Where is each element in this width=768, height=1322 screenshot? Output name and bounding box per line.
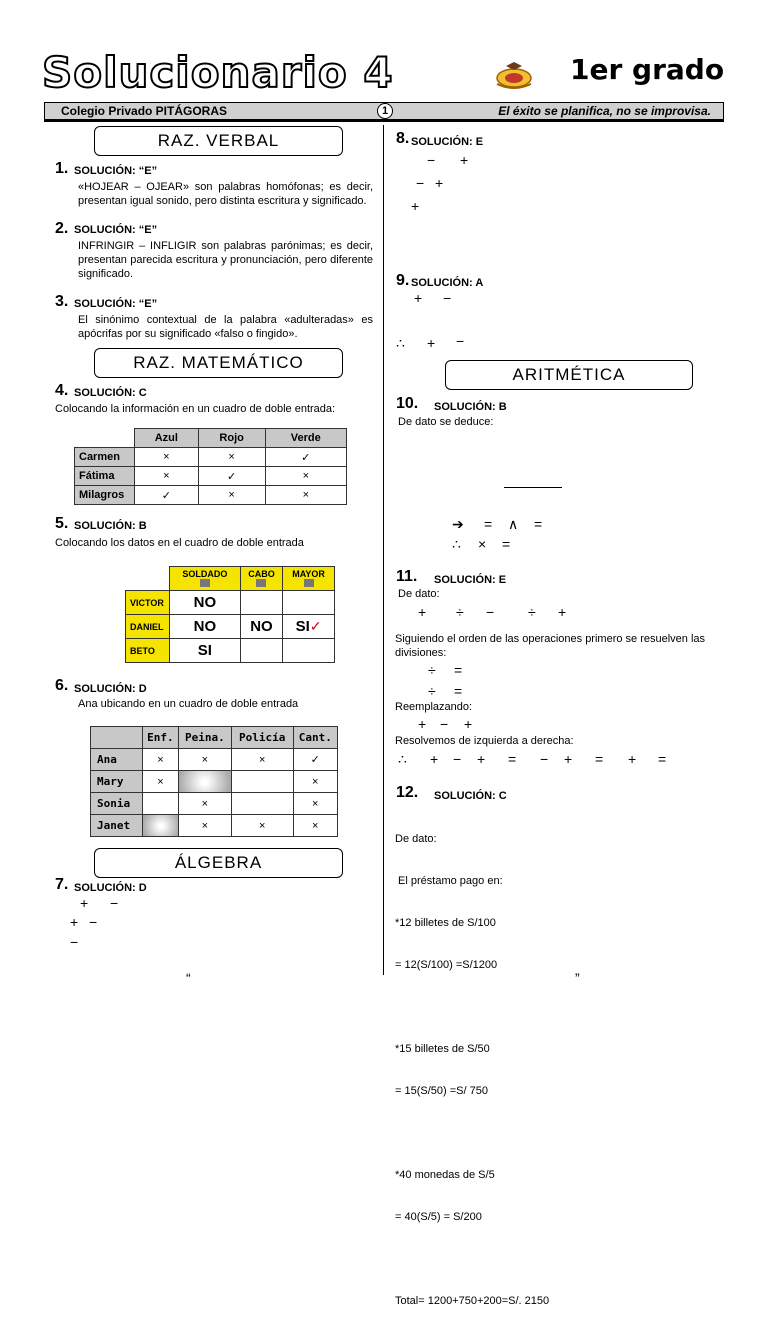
problem-number: 9. (396, 272, 410, 289)
row-header: Milagros (75, 486, 135, 505)
color-table (74, 428, 347, 505)
column-header-label: MAYOR (292, 568, 325, 579)
column-header (283, 567, 335, 591)
table-row (75, 486, 347, 505)
math-symbol: ÷ (456, 604, 464, 620)
table-cell: × (293, 771, 337, 793)
solution-line (395, 1000, 549, 1014)
grade-label: 1er grado (570, 53, 725, 86)
table-row (91, 771, 338, 793)
row-header: Ana (91, 749, 143, 771)
rank-table (125, 566, 335, 663)
empty-cell (91, 727, 143, 749)
table-row (91, 815, 338, 837)
math-symbol: × (478, 536, 487, 552)
problem-number: 10. (396, 395, 419, 412)
column-header: Enf. (143, 727, 179, 749)
table-cell: × (293, 793, 337, 815)
math-symbol: = (508, 751, 517, 767)
row-header: DANIEL (126, 615, 170, 639)
table-cell: × (135, 467, 199, 486)
solution-label: SOLUCIÓN: “E” (74, 165, 158, 177)
row-header: Janet (91, 815, 143, 837)
table-cell (240, 591, 282, 615)
school-name: Colegio Privado PITÁGORAS (61, 104, 228, 118)
therefore-symbol: ∴ (396, 335, 405, 351)
table-cell: × (231, 815, 293, 837)
row-header: Carmen (75, 448, 135, 467)
column-header: Verde (265, 429, 346, 448)
table-cell: × (143, 771, 179, 793)
table-cell: NO (170, 591, 241, 615)
footer-open-quote: “ (186, 970, 191, 986)
problem-number: 4. (55, 382, 69, 399)
table-cell: × (198, 448, 265, 467)
math-symbol: + (460, 152, 469, 168)
math-symbol: − (443, 290, 452, 306)
table-row (126, 615, 335, 639)
math-symbol: = (454, 683, 463, 699)
table-cell: ✓ (198, 467, 265, 486)
math-symbol: − (70, 934, 79, 950)
solution-label: SOLUCIÓN: B (74, 520, 147, 532)
document-title: Solucionario 4 (42, 48, 394, 97)
solution-line (395, 1126, 549, 1140)
math-symbol: = (534, 516, 543, 532)
table-row (75, 448, 347, 467)
solution-label: SOLUCIÓN: A (411, 277, 484, 289)
table-cell (231, 793, 293, 815)
solution-text: Ana ubicando en un cuadro de doble entrada (78, 698, 299, 710)
page-number: 1 (377, 103, 393, 119)
table-cell: NO (240, 615, 282, 639)
math-symbol: − (416, 175, 425, 191)
math-symbol: = (454, 662, 463, 678)
math-symbol: − (440, 716, 449, 732)
section-raz-matematico: RAZ. MATEMÁTICO (94, 348, 343, 378)
solution-line: El préstamo pago en: (395, 875, 503, 887)
math-symbol: = (658, 751, 667, 767)
problem-number: 1. (55, 160, 69, 177)
math-symbol: ÷ (528, 604, 536, 620)
math-symbol: + (414, 290, 423, 306)
solution-label: SOLUCIÓN: C (74, 387, 147, 399)
math-symbol: − (427, 152, 436, 168)
soldier-icon (200, 579, 210, 587)
solution-line: *40 monedas de S/5 (395, 1169, 495, 1181)
solution-text: INFRINGIR – INFLIGIR son palabras parónimas; es decir, presentan parecida escritura y pronunciación, pero diferente significado. (78, 240, 373, 280)
table-cell: NO (170, 615, 241, 639)
row-header: Sonia (91, 793, 143, 815)
math-symbol: + (564, 751, 573, 767)
therefore-symbol: ∴ (452, 536, 461, 552)
solution-label: SOLUCIÓN: E (411, 136, 484, 148)
table-row (126, 591, 335, 615)
solution-line: = 40(S/5) = S/200 (395, 1211, 482, 1223)
math-symbol: + (411, 198, 420, 214)
math-symbol: + (430, 751, 439, 767)
math-symbol: − (110, 895, 119, 911)
problem-number: 3. (55, 293, 69, 310)
math-symbol: − (456, 333, 465, 349)
table-cell-value: SI (295, 618, 310, 635)
solution-text: Reemplazando: (395, 701, 473, 713)
math-symbol: + (80, 895, 89, 911)
column-header: Policía (231, 727, 293, 749)
math-symbol: − (89, 914, 98, 930)
column-header: Rojo (198, 429, 265, 448)
math-symbol: + (464, 716, 473, 732)
table-cell: × (265, 467, 346, 486)
column-header (170, 567, 241, 591)
table-cell: ✓ (265, 448, 346, 467)
empty-cell (75, 429, 135, 448)
row-header: VICTOR (126, 591, 170, 615)
solution-line: *15 billetes de S/50 (395, 1043, 490, 1055)
column-header: Cant. (293, 727, 337, 749)
solution-text: Siguiendo el orden de las operaciones primero se resuelven las divisiones: (395, 633, 706, 659)
fraction-line (504, 487, 562, 488)
solution-text: Colocando los datos en el cuadro de doble entrada (55, 537, 304, 549)
table-cell: × (293, 815, 337, 837)
section-raz-verbal: RAZ. VERBAL (94, 126, 343, 156)
red-check-icon: ✓ (309, 618, 322, 634)
table-cell: ✓ (293, 749, 337, 771)
math-symbol: = (502, 536, 511, 552)
problem-number: 2. (55, 220, 69, 237)
math-symbol: + (628, 751, 637, 767)
table-cell: × (231, 749, 293, 771)
math-symbol: + (70, 914, 79, 930)
motto: El éxito se planifica, no se improvisa. (498, 104, 711, 118)
table-cell: ✓ (135, 486, 199, 505)
problem-number: 5. (55, 515, 69, 532)
column-header (240, 567, 282, 591)
solution-line: *12 billetes de S/100 (395, 917, 496, 929)
solution-label: SOLUCIÓN: “E” (74, 298, 158, 310)
section-algebra: ÁLGEBRA (94, 848, 343, 878)
major-icon (304, 579, 314, 587)
row-header: Fátima (75, 467, 135, 486)
table-cell: × (198, 486, 265, 505)
table-cell (283, 591, 335, 615)
math-symbol: + (418, 604, 427, 620)
solution-text: Resolvemos de izquierda a derecha: (395, 735, 574, 747)
footer-close-quote: ” (575, 970, 580, 986)
table-cell (283, 639, 335, 663)
problem-number: 6. (55, 677, 69, 694)
math-symbol: + (418, 716, 427, 732)
solution-line (395, 1252, 549, 1266)
problem-number: 8. (396, 130, 410, 147)
math-symbol: = (484, 516, 493, 532)
row-header: Mary (91, 771, 143, 793)
problem-number: 11. (396, 568, 418, 585)
math-symbol: = (595, 751, 604, 767)
solution-text: De dato se deduce: (398, 416, 494, 428)
solution-line: Total= 1200+750+200=S/. 2150 (395, 1295, 550, 1307)
table-cell: × (135, 448, 199, 467)
math-symbol: + (558, 604, 567, 620)
column-header-label: SOLDADO (182, 568, 228, 579)
therefore-symbol: ∴ (398, 751, 407, 767)
solution-lines (395, 804, 549, 1322)
solution-text: El sinónimo contextual de la palabra «adulteradas» es apócrifas por su significado «falso o fingido». (78, 314, 373, 340)
table-cell (143, 793, 179, 815)
math-symbol: + (477, 751, 486, 767)
table-row (126, 639, 335, 663)
column-divider (383, 125, 384, 975)
table-cell (178, 771, 231, 793)
math-symbol: + (427, 335, 436, 351)
corporal-icon (256, 579, 266, 587)
problem-number: 7. (55, 876, 69, 893)
solution-label: SOLUCIÓN: “E” (74, 224, 158, 236)
table-cell (143, 815, 179, 837)
solution-label: SOLUCIÓN: C (434, 790, 507, 802)
solution-line: = 15(S/50) =S/ 750 (395, 1085, 488, 1097)
math-symbol: ∧ (508, 516, 519, 532)
solution-text: Colocando la información en un cuadro de doble entrada: (55, 403, 336, 415)
table-cell: SI (170, 639, 241, 663)
math-symbol: − (486, 604, 495, 620)
math-symbol: ÷ (428, 683, 436, 699)
table-cell: × (265, 486, 346, 505)
solution-label: SOLUCIÓN: D (74, 683, 147, 695)
solution-label: SOLUCIÓN: D (74, 882, 147, 894)
math-symbol: − (540, 751, 549, 767)
solution-label: SOLUCIÓN: E (434, 574, 507, 586)
table-row (91, 793, 338, 815)
table-cell: × (143, 749, 179, 771)
row-header: BETO (126, 639, 170, 663)
column-header: Peina. (178, 727, 231, 749)
solution-line: De dato: (395, 833, 437, 845)
table-cell: × (178, 749, 231, 771)
problem-number: 12. (396, 784, 419, 801)
school-crest-icon (494, 60, 534, 92)
solution-text: «HOJEAR – OJEAR» son palabras homófonas; es decir, presentan igual sonido, pero distinta escritura y significado. (78, 181, 373, 207)
arrow-icon: ➔ (452, 516, 464, 532)
header-bar (44, 102, 724, 122)
table-cell (240, 639, 282, 663)
column-header-label: CABO (248, 568, 275, 579)
job-table (90, 726, 338, 837)
section-aritmetica: ARITMÉTICA (445, 360, 693, 390)
column-header: Azul (135, 429, 199, 448)
math-symbol: + (435, 175, 444, 191)
table-row (75, 467, 347, 486)
math-symbol: ÷ (428, 662, 436, 678)
empty-cell (126, 567, 170, 591)
solution-line: = 12(S/100) =S/1200 (395, 959, 498, 971)
table-cell: × (178, 793, 231, 815)
math-symbol: − (453, 751, 462, 767)
table-cell (231, 771, 293, 793)
table-row (91, 749, 338, 771)
table-cell: × (178, 815, 231, 837)
solution-text: De dato: (398, 588, 440, 600)
table-cell (283, 615, 335, 639)
solution-label: SOLUCIÓN: B (434, 401, 507, 413)
